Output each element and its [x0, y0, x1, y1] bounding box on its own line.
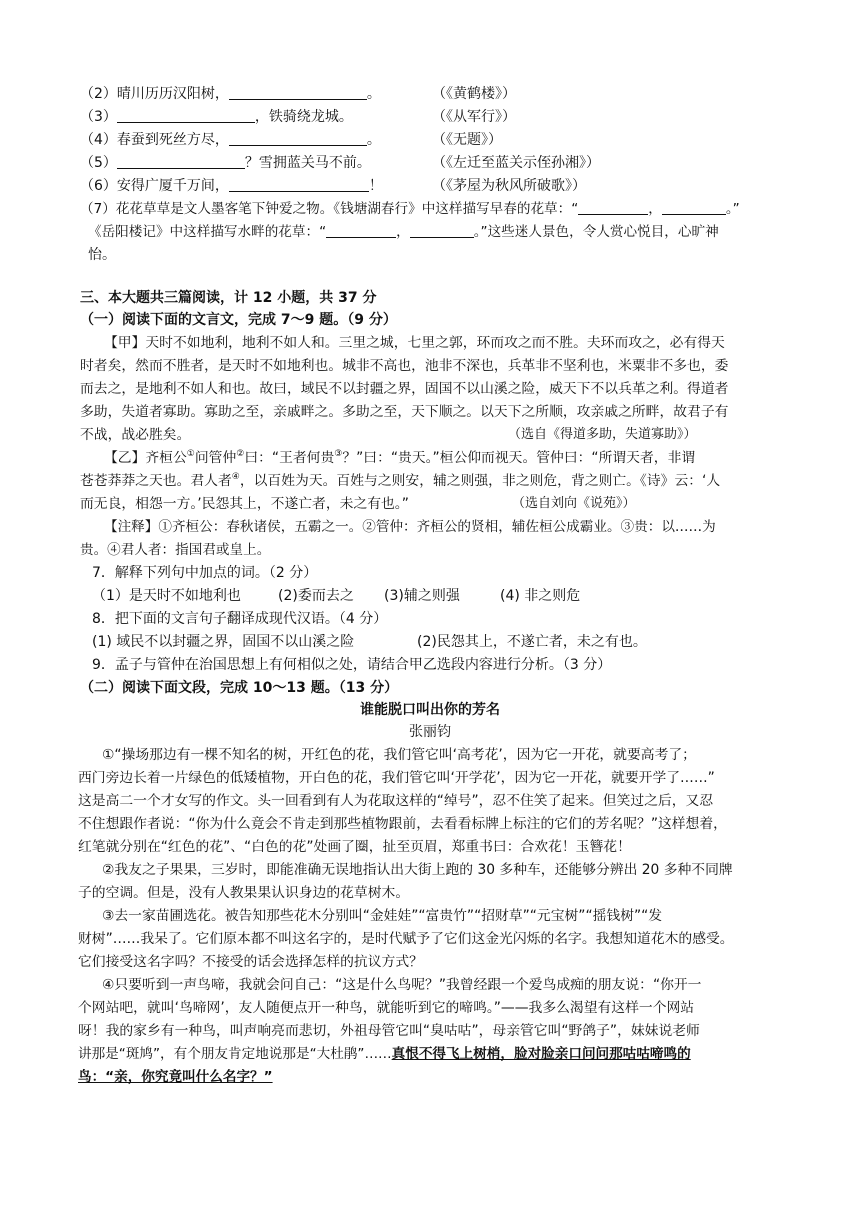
- article-author: 张丽钧: [409, 724, 451, 740]
- poem-line-2: [80, 84, 381, 104]
- passage-yi-line: 苍苍莽莽之天也。君人者④，以百姓为天。百姓与之则安，辅之则强，非之则危，背之则亡。《诗》云：‘人: [80, 472, 721, 489]
- passage-jia-line: 多助，失道者寡助。寡助之至，亲戚畔之。多助之至，天下顺之。以天下之所顺，攻亲戚之所畔，故君子有: [80, 404, 729, 420]
- question-7-item: （1）是天时不如地利也: [92, 588, 241, 604]
- footnote-marker: ④: [231, 472, 240, 482]
- question-8-title: 8．把下面的文言句子翻译成现代汉语。（4 分）: [92, 611, 388, 627]
- passage-yi-source: （选自刘向《说苑》）: [512, 496, 636, 511]
- answer-blank[interactable]: [117, 154, 245, 169]
- poem-number: （4）: [80, 132, 117, 148]
- poem-number: （6）: [80, 178, 117, 194]
- annotation-line: 【注释】①齐桓公：春秋诸侯，五霸之一。②管仲：齐桓公的贤相，辅佐桓公成霸业。③贵：以……为: [104, 519, 716, 535]
- poem-text: 安得广厦千万间，: [116, 178, 229, 194]
- poem-number: （2）: [80, 86, 117, 102]
- article-paragraph-line: 不住想跟作者说：“你为什么竟会不肯走到那些植物跟前，去看看标牌上标注的它们的芳名呢？”这样想着，: [78, 816, 727, 832]
- annotation-line: 贵。④君人者：指国君或皇上。: [80, 542, 271, 558]
- part1-heading: （一）阅读下面的文言文，完成 7～9 题。（9 分）: [80, 312, 397, 328]
- question-8-item: (2)民怨其上，不遂亡者，未之有也。: [417, 634, 647, 650]
- article-paragraph-line: 它们接受这名字吗？不接受的话会选择怎样的抗议方式？: [78, 954, 423, 970]
- poem-text: 。: [366, 86, 381, 102]
- poem-text: ，铁骑绕龙城。: [254, 109, 353, 125]
- article-paragraph-line: ②我友之子果果，三岁时，即能准确无误地指认出大街上跑的 30 多种车，还能够分辨出 20 多种不同牌: [102, 862, 733, 878]
- answer-blank[interactable]: [229, 177, 369, 192]
- poem-question-7-end: 怡。: [88, 247, 116, 263]
- passage-jia-line: 【甲】天时不如地利，地利不如人和。三里之城，七里之郭，环而攻之而不胜。夫环而攻之，必有得天: [104, 335, 725, 351]
- poem-number: （5）: [80, 155, 117, 171]
- answer-blank[interactable]: [410, 223, 474, 238]
- poem-source: （《茅屋为秋风所破歌》）: [432, 178, 586, 194]
- poem-source: （《无题》）: [432, 132, 502, 148]
- question-7-item: (2)委而去之: [278, 588, 354, 604]
- poem-source: （《左迁至蓝关示侄孙湘》）: [432, 155, 600, 171]
- poem-number: （3）: [80, 109, 117, 125]
- poem-text: 春蚕到死丝方尽，: [116, 132, 229, 148]
- question-8-item: (1) 域民不以封疆之界，固国不以山溪之险: [92, 634, 355, 650]
- article-paragraph-line: ①“操场那边有一棵不知名的树，开红色的花，我们管它叫‘高考花’，因为它一开花，就要高考了；: [102, 747, 696, 763]
- poem-line-5: [80, 153, 371, 173]
- passage-jia-source: （选自《得道多助，失道寡助》）: [508, 427, 697, 442]
- poem-text: 晴川历历汉阳树，: [116, 86, 229, 102]
- answer-blank[interactable]: [326, 223, 396, 238]
- article-paragraph-line: 讲那是“斑鸠”，有个朋友肯定地说那是“大杜鹃”……真恨不得飞上树梢，脸对脸亲口问问那咕咕啼鸣的: [78, 1046, 691, 1062]
- passage-jia-line: 而去之，是地利不如人和也。故曰，域民不以封疆之界，固国不以山溪之险，威天下不以兵革之利。得道者: [80, 381, 729, 397]
- poem-question-7-cont: 《岳阳楼记》中这样描写水畔的花草：“ ， 。”这些迷人景色，令人赏心悦目，心旷神: [88, 224, 719, 240]
- article-paragraph-line: ③去一家苗圃选花。被告知那些花木分别叫“金娃娃”“富贵竹”“招财草”“元宝树”“摇钱树”“发: [102, 908, 663, 924]
- poem-line-3: [80, 107, 353, 127]
- poem-text: ！: [368, 178, 383, 194]
- question-7-item: (3)辅之则强: [384, 588, 460, 604]
- poem-text: ？雪拥蓝关马不前。: [244, 155, 371, 171]
- passage-yi-line: 而无良，相怨一方。’民怨其上，不遂亡者，未之有也。”: [80, 496, 409, 512]
- article-paragraph-line: 西门旁边长着一片绿色的低矮植物，开白色的花，我们管它叫‘开学花’，因为它一开花，就要开学了……”: [78, 770, 715, 786]
- question-7-item: (4) 非之则危: [500, 588, 581, 604]
- poem-source: （《黄鹤楼》）: [432, 86, 516, 102]
- article-paragraph-line: 呀！我的家乡有一种鸟，叫声响亮而悲切，外祖母管它叫“臭咕咕”，母亲管它叫“野鸽子”，妹妹说老师: [78, 1023, 700, 1039]
- passage-jia-line: 时者矣，然而不胜者，是天时不如地利也。城非不高也，池非不深也，兵革非不坚利也，米粟非不多也，委: [80, 358, 729, 374]
- poem-source: （《从军行》）: [432, 109, 516, 125]
- poem-line-4: [80, 130, 381, 150]
- passage-jia-line: 不战，战必胜矣。: [80, 427, 191, 443]
- article-title: 谁能脱口叫出你的芳名: [360, 702, 500, 718]
- poem-line-6: [80, 176, 383, 196]
- poem-question-7: （7）花花草草是文人墨客笔下钟爱之物。《钱塘湖春行》中这样描写早春的花草：“ ， 。”: [80, 201, 740, 217]
- question-9-title: 9．孟子与管仲在治国思想上有何相似之处，请结合甲乙选段内容进行分析。（3 分）: [92, 657, 612, 673]
- answer-blank[interactable]: [117, 108, 255, 123]
- article-paragraph-line: 子的空调。但是，没有人教果果认识身边的花草树木。: [78, 885, 410, 901]
- answer-blank[interactable]: [578, 200, 648, 215]
- article-paragraph-line: 个网站吧，就叫‘鸟啼网’，友人随便点开一种鸟，就能听到它的啼鸣。”——我多么渴望有这样一个网站: [78, 1000, 695, 1016]
- article-paragraph-line: 这是高二一个才女写的作文。头一回看到有人为花取这样的“绰号”，忍不住笑了起来。但笑过之后，又忍: [78, 793, 714, 809]
- question-7-title: 7．解释下列句中加点的词。（2 分）: [92, 565, 318, 581]
- article-paragraph-line: ④只要听到一声鸟啼，我就会问自己：“这是什么鸟呢？”我曾经跟一个爱鸟成痴的朋友说：“你开一: [102, 977, 702, 993]
- answer-blank[interactable]: [229, 131, 367, 146]
- footnote-marker: ②: [236, 449, 245, 459]
- article-paragraph-line: [78, 1067, 273, 1087]
- poem-text: 。: [366, 132, 381, 148]
- footnote-marker: ③: [334, 449, 343, 459]
- footnote-marker: ①: [186, 449, 195, 459]
- answer-blank[interactable]: [229, 85, 367, 100]
- passage-yi-line: 【乙】齐桓公①问管仲②曰：“王者何贵③？”曰：“贵天。”桓公仰而视天。管仲曰：“所谓天者，非谓: [104, 449, 696, 466]
- answer-blank[interactable]: [662, 200, 726, 215]
- section-heading: 三、本大题共三篇阅读，计 12 小题，共 37 分: [80, 290, 377, 306]
- part2-heading: （二）阅读下面文段，完成 10～13 题。（13 分）: [80, 680, 399, 696]
- underlined-sentence: 鸟：“亲，你究竟叫什么名字？”: [78, 1069, 273, 1085]
- underlined-sentence: 真恨不得飞上树梢，脸对脸亲口问问那咕咕啼鸣的: [391, 1046, 691, 1062]
- article-paragraph-line: 财树”……我呆了。它们原本都不叫这名字的，是时代赋予了它们这金光闪烁的名字。我想知道花木的感受。: [78, 931, 734, 947]
- article-paragraph-line: 红笔就分别在“红色的花”、“白色的花”处画了圈，扯至页眉，郑重书曰：合欢花！玉簪花！: [78, 839, 631, 855]
